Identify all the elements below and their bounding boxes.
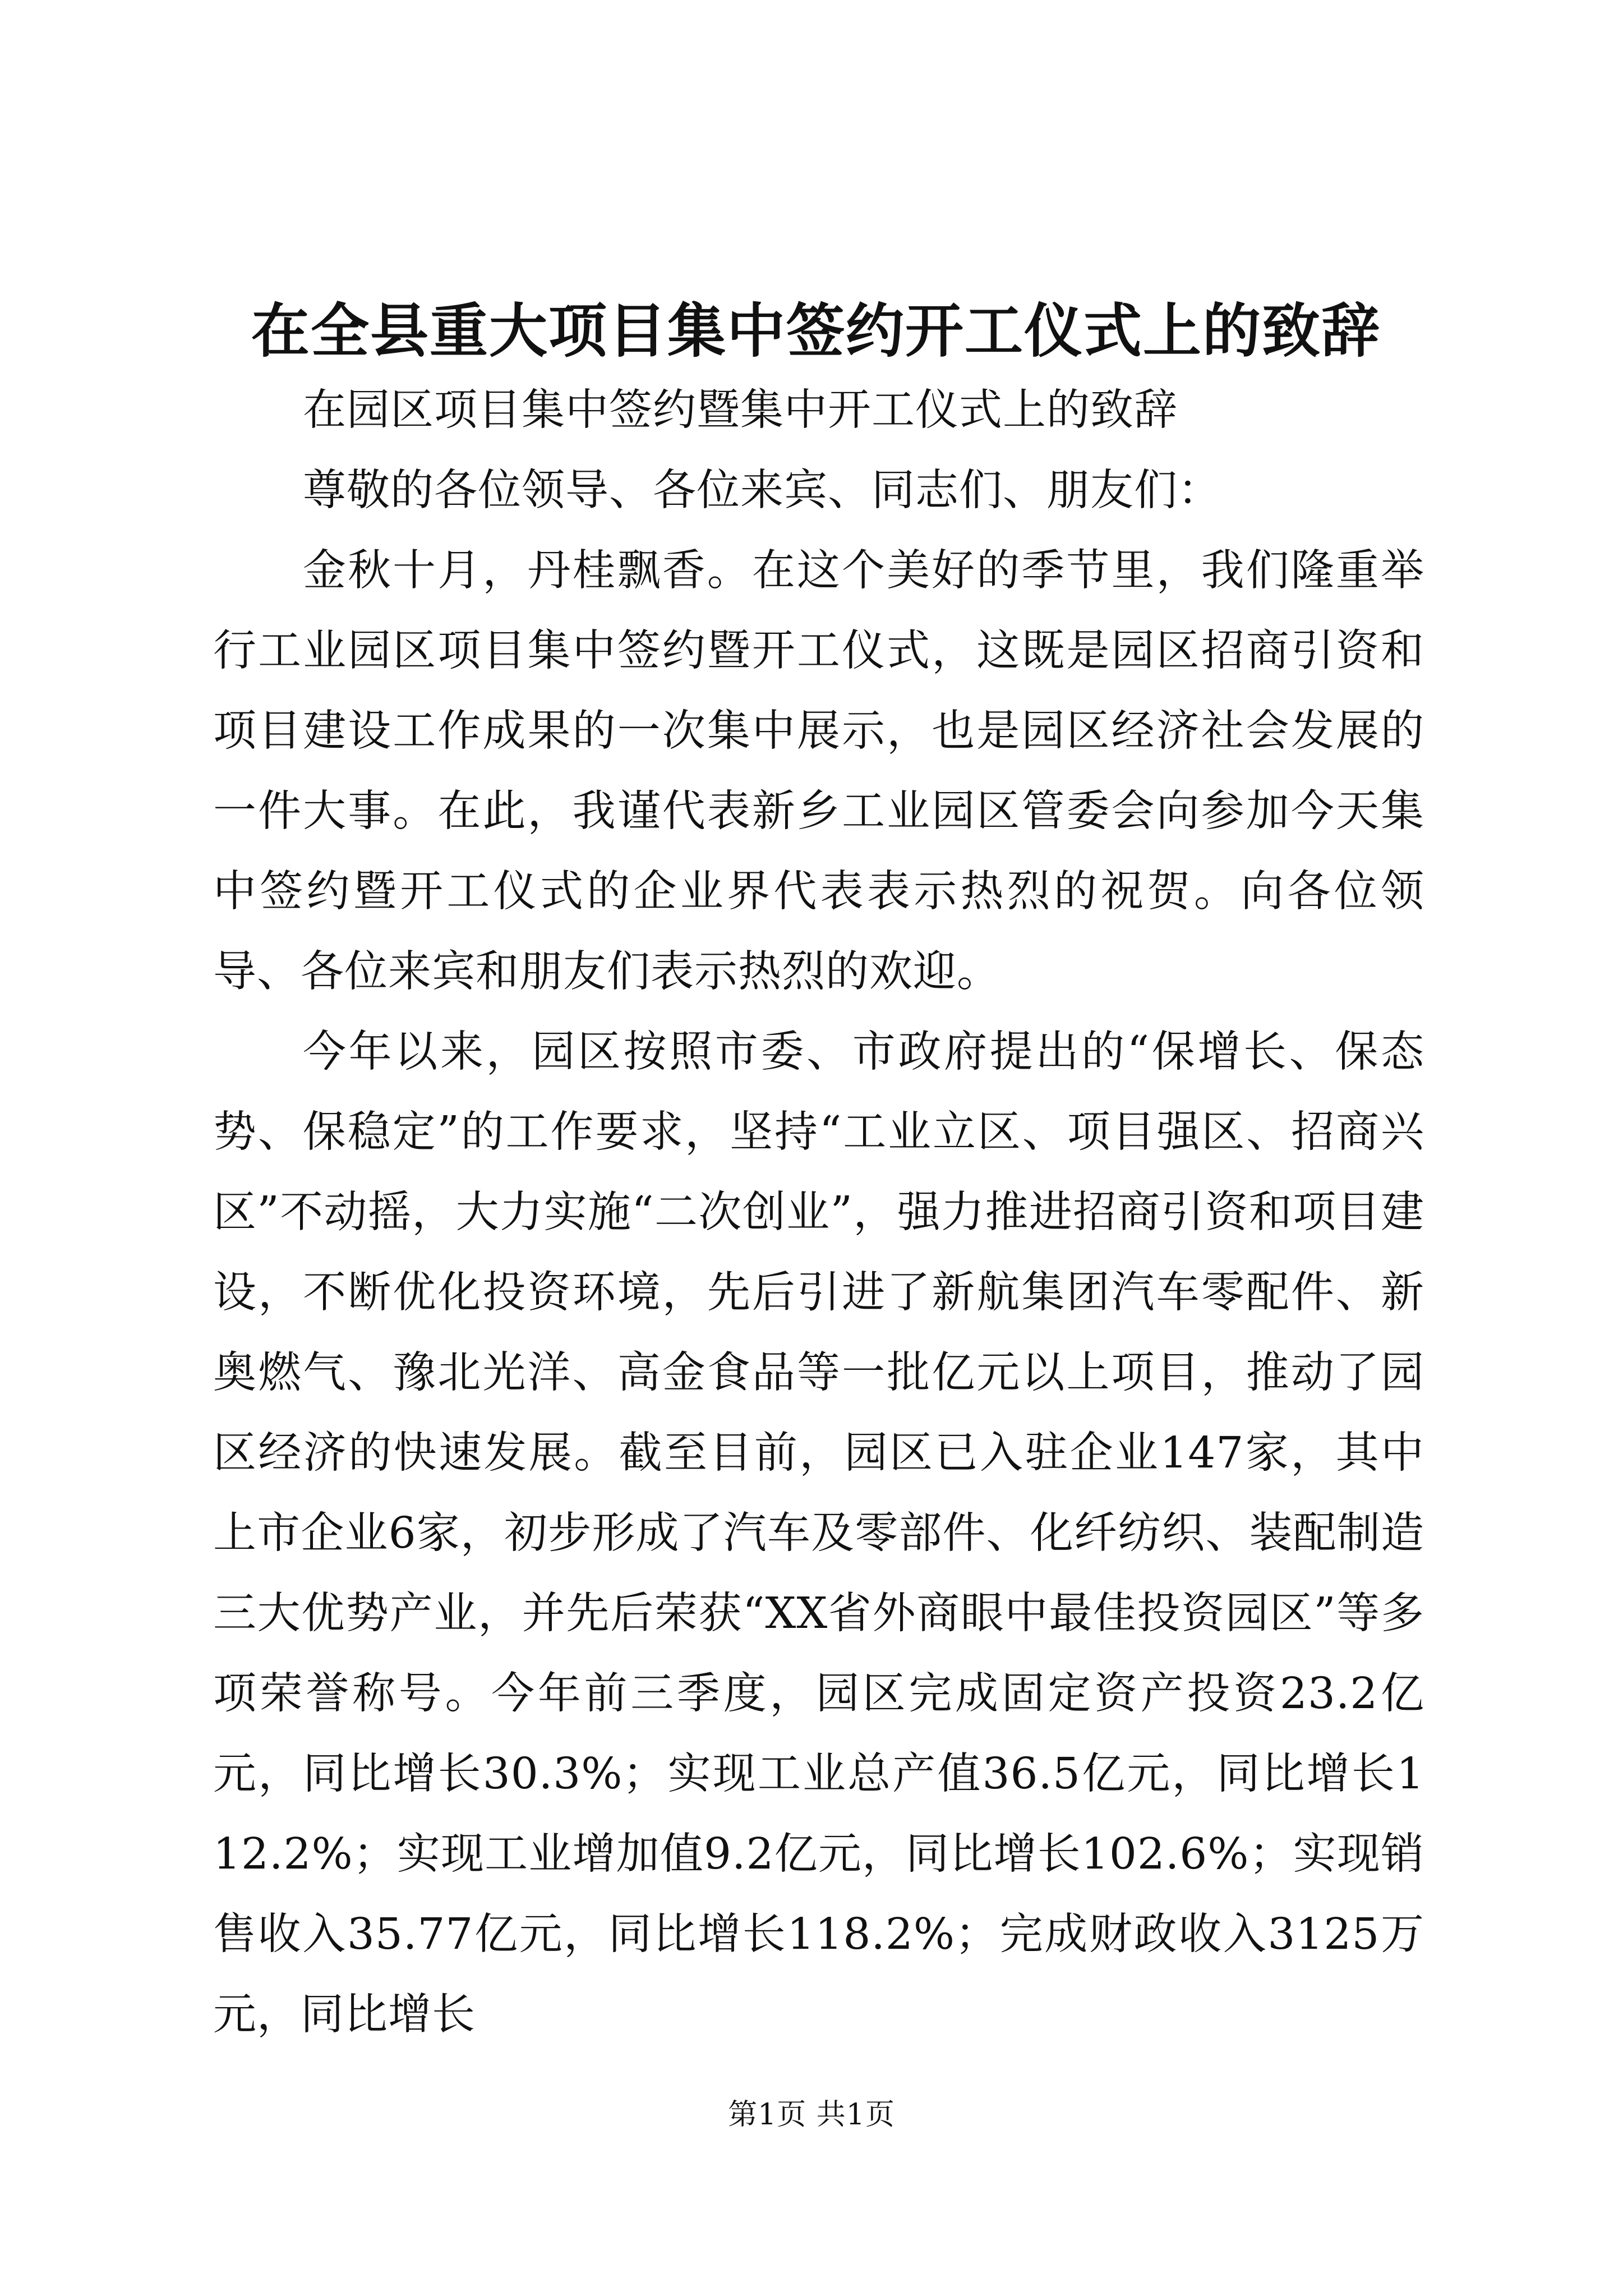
document-title: 在全县重大项目集中签约开工仪式上的致辞 — [251, 296, 1381, 365]
salutation-paragraph: 尊敬的各位领导、各位来宾、同志们、朋友们： — [303, 466, 1221, 516]
document-body — [213, 370, 1424, 2055]
body-paragraph: 金秋十月，丹桂飘香。在这个美好的季节里，我们隆重举行工业园区项目集中签约暨开工仪式，这既是园区招商引资和项目建设工作成果的一次集中展示，也是园区经济社会发展的一件大事。在此，我谨代表新乡工业园区管委会向参加今天集中签约暨开工仪式的企业界代表表示热烈的祝贺。向各位领导、各位来宾和朋友们表示热烈的欢迎。 — [213, 546, 1424, 997]
subtitle-paragraph: 在园区项目集中签约暨集中开工仪式上的致辞 — [303, 385, 1178, 435]
body-paragraph: 今年以来，园区按照市委、市政府提出的“保增长、保态势、保稳定”的工作要求，坚持“工业立区、项目强区、招商兴区”不动摇，大力实施“二次创业”，强力推进招商引资和项目建设，不断优化投资环境，先后引进了新航集团汽车零配件、新奥燃气、豫北光洋、高金食品等一批亿元以上项目，推动了园区经济的快速发展。截至目前，园区已入驻企业147家，其中上市企业6家，初步形成了汽车及零部件、化纤纺织、装配制造三大优势产业，并先后荣获“XX省外商眼中最佳投资园区”等多项荣誉称号。今年前三季度，园区完成固定资产投资23.2亿元，同比增长30.3%；实现工业总产值36.5亿元，同比增长112.2%；实现工业增加值9.2亿元，同比增长102.6%；实现销售收入35.77亿元，同比增长118.2%；完成财政收入3125万元，同比增长 — [213, 1027, 1424, 2040]
page-footer: 第1页 共1页 — [728, 2098, 895, 2132]
